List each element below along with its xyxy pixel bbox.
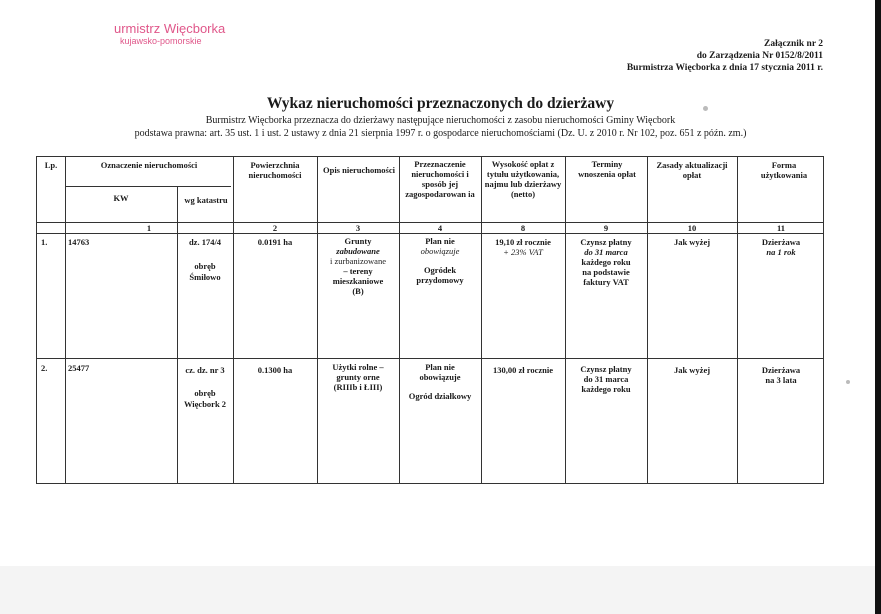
- scan-right-edge: [875, 0, 881, 614]
- column-number: 3: [355, 223, 361, 233]
- row-area: 0.0191 ha: [257, 237, 293, 247]
- desc-line: zabudowane: [336, 246, 380, 256]
- row-description: [317, 236, 399, 296]
- property-table: [36, 156, 824, 484]
- row-plot: dz. 174/4: [188, 237, 222, 247]
- row-terms: [565, 237, 647, 287]
- desc-line: mieszkaniowe: [332, 276, 384, 286]
- header-purpose: Przeznaczenie nieruchomości i sposób jej zagospodarowan ia: [405, 159, 475, 199]
- row-precinct: Więcbork 2: [183, 399, 227, 409]
- desc-line: i zurbanizowane: [330, 256, 386, 266]
- form-line: na 1 rok: [766, 247, 796, 257]
- row-lp: 1.: [41, 237, 48, 247]
- desc-line: – tereny: [343, 266, 373, 276]
- row-precinct: Śmiłowo: [189, 272, 221, 282]
- table-rule: [481, 157, 482, 483]
- terms-line: Czynsz płatny: [580, 364, 632, 374]
- table-rule: [37, 358, 823, 359]
- header-area: Powierzchnia nieruchomości: [248, 160, 302, 180]
- terms-line: faktury VAT: [583, 277, 629, 287]
- purpose-line: Plan nie: [425, 236, 455, 246]
- header-description: Opis nieruchomości: [322, 165, 396, 175]
- terms-line: każdego roku: [581, 257, 631, 267]
- desc-line: Użytki rolne –: [332, 362, 384, 372]
- row-purpose: [399, 362, 481, 401]
- stamp-line-2: kujawsko-pomorskie: [120, 36, 202, 46]
- table-rule: [37, 233, 823, 234]
- header-cadastre: wg katastru: [184, 195, 228, 205]
- row-description: [317, 362, 399, 392]
- row-purpose: [399, 236, 481, 285]
- table-rule: [737, 157, 738, 483]
- header-designation: Oznaczenie nieruchomości: [100, 160, 198, 170]
- row-terms: [565, 364, 647, 394]
- document-subtitle: Burmistrz Więcborka przeznacza do dzierżawy następujące nieruchomości z zasobu nieruchomości Gminy Więcbork: [205, 115, 676, 126]
- column-number: 10: [687, 223, 697, 233]
- column-number: 4: [437, 223, 443, 233]
- document-title: Wykaz nieruchomości przeznaczonych do dzierżawy: [266, 95, 615, 112]
- desc-line: (RIIIb i ŁIII): [333, 382, 383, 392]
- terms-line: na podstawie: [582, 267, 630, 277]
- row-precinct-label: obręb: [194, 261, 216, 271]
- header-kw: KW: [113, 193, 129, 203]
- column-number: 8: [520, 223, 526, 233]
- desc-line: grunty orne: [336, 372, 380, 382]
- stamp-line-1: urmistrz Więcborka: [114, 21, 226, 36]
- annex-header: [627, 38, 823, 74]
- table-rule: [65, 157, 66, 483]
- terms-line: do 31 marca: [584, 247, 628, 257]
- row-form: [737, 365, 825, 385]
- legal-basis: podstawa prawna: art. 35 ust. 1 i ust. 2 ustawy z dnia 21 sierpnia 1997 r. o gospodarce nieruchomościami (Dz. U. z 2010 r. Nr 102, poz. 651 z późn. zm.): [134, 128, 747, 139]
- header-update: Zasady aktualizacji opłat: [656, 160, 728, 180]
- fee-line: + 23% VAT: [503, 247, 543, 257]
- row-kw: 14763: [68, 237, 90, 247]
- row-form: [737, 237, 825, 257]
- scan-speck: [846, 380, 850, 384]
- purpose-line: przydomowy: [416, 275, 464, 285]
- form-line: na 3 lata: [765, 375, 797, 385]
- terms-line: do 31 marca: [583, 374, 629, 384]
- column-number: 9: [603, 223, 609, 233]
- column-number: 1: [146, 223, 152, 233]
- header-form: Forma użytkowania: [760, 160, 808, 180]
- table-rule: [233, 157, 234, 483]
- terms-line: każdego roku: [581, 384, 631, 394]
- annex-line-3: Burmistrza Więcborka z dnia 17 stycznia 2011 r.: [626, 63, 823, 73]
- scan-bottom-strip: [0, 566, 881, 614]
- row-lp: 2.: [41, 363, 48, 373]
- fee-line: 19,10 zł rocznie: [495, 237, 551, 247]
- header-lp: Lp.: [44, 160, 58, 170]
- row-fee: 130,00 zł rocznie: [492, 365, 554, 375]
- table-rule: [647, 157, 648, 483]
- annex-line-1: Załącznik nr 2: [764, 39, 823, 49]
- table-rule: [317, 157, 318, 483]
- form-line: Dzierżawa: [761, 365, 801, 375]
- row-kw: 25477: [68, 363, 90, 373]
- purpose-line: Ogród działkowy: [408, 391, 472, 401]
- purpose-line: obowiązuje: [420, 246, 460, 256]
- row-area: 0.1300 ha: [257, 365, 293, 375]
- row-plot: cz. dz. nr 3: [185, 365, 225, 375]
- header-terms: Terminy wnoszenia opłat: [578, 159, 636, 179]
- desc-line: (B): [352, 286, 364, 296]
- form-line: Dzierżawa: [761, 237, 801, 247]
- row-precinct-label: obręb: [194, 388, 216, 398]
- purpose-line: obowiązuje: [419, 372, 461, 382]
- table-rule: [399, 157, 400, 483]
- purpose-line: Ogródek: [423, 265, 457, 275]
- terms-line: Czynsz płatny: [580, 237, 632, 247]
- column-number: 2: [272, 223, 278, 233]
- row-update: Jak wyżej: [673, 365, 711, 375]
- table-rule: [565, 157, 566, 483]
- table-rule: [65, 186, 231, 187]
- purpose-line: Plan nie: [425, 362, 455, 372]
- header-fee: Wysokość opłat z tytułu użytkowania, najmu lub dzierżawy (netto): [484, 159, 562, 199]
- row-fee: [481, 237, 565, 257]
- annex-line-2: do Zarządzenia Nr 0152/8/2011: [696, 51, 823, 61]
- office-stamp: [114, 22, 225, 46]
- column-number: 11: [776, 223, 786, 233]
- row-update: Jak wyżej: [673, 237, 711, 247]
- desc-line: Grunty: [344, 236, 372, 246]
